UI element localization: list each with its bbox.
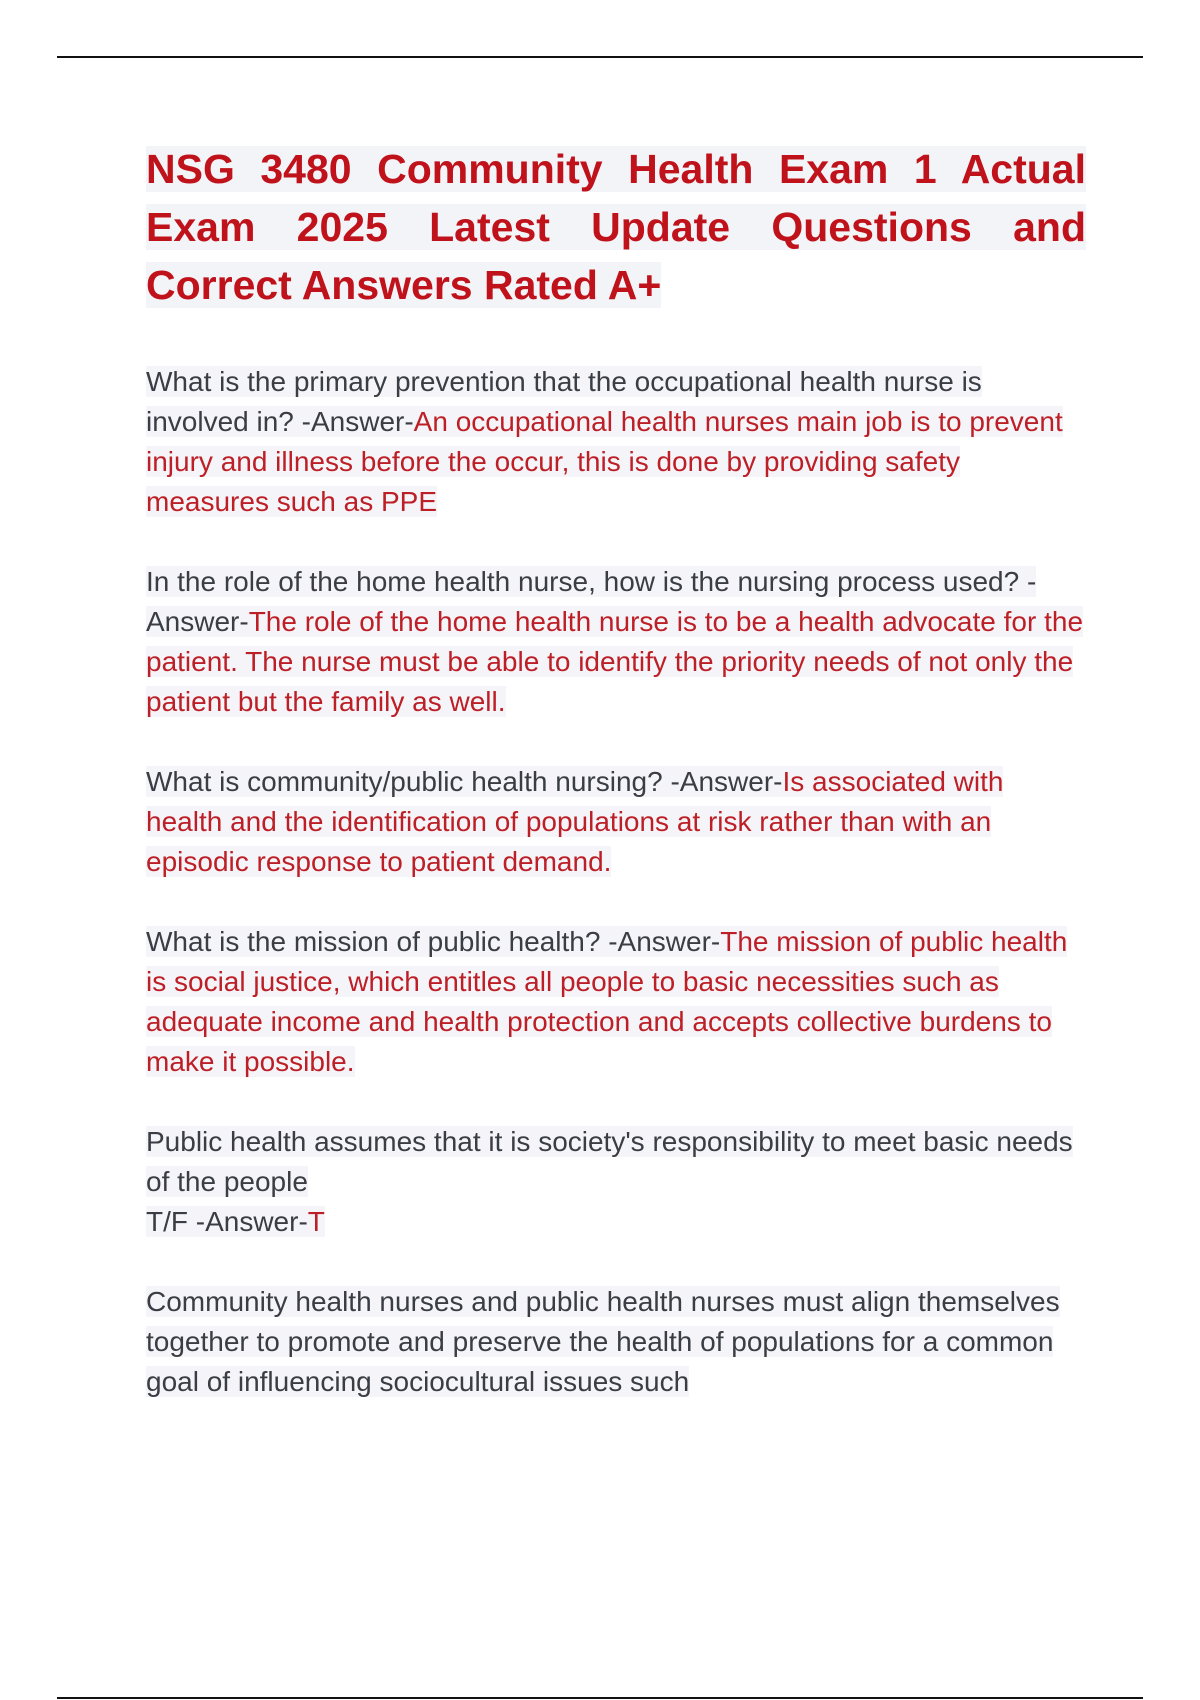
document-body <box>146 140 1086 1442</box>
answer-text: The mission of public health is social justice, which entitles all people to basic necessities such as adequate income and health protection and accepts collective burdens to make it possible. <box>146 926 1068 1077</box>
qa-item-5 <box>146 1122 1086 1242</box>
answer-marker: -Answer- <box>146 566 1037 637</box>
question-text: What is the primary prevention that the occupational health nurse is involved in? <box>146 366 982 437</box>
qa-item-6 <box>146 1282 1086 1402</box>
qa-item-4 <box>146 922 1086 1082</box>
question-text: What is community/public health nursing? <box>146 766 671 797</box>
answer-text: Is associated with health and the identification of populations at risk rather than with an episodic response to patient demand. <box>146 766 1004 877</box>
qa-item-1 <box>146 362 1086 522</box>
qa-item-2 <box>146 562 1086 722</box>
answer-marker: -Answer- <box>301 406 414 437</box>
answer-text: The role of the home health nurse is to be a health advocate for the patient. The nurse must be able to identify the priority needs of not only the patient but the family as well. <box>146 606 1084 717</box>
answer-text: An occupational health nurses main job is to prevent injury and illness before the occur, this is done by providing safety measures such as PPE <box>146 406 1063 517</box>
question-text: In the role of the home health nurse, how is the nursing process used? <box>146 566 1027 597</box>
answer-marker: -Answer- <box>670 766 783 797</box>
question-text: Community health nurses and public health nurses must align themselves together to promote and preserve the health of populations for a common goal of influencing sociocultural issues such <box>146 1286 1060 1397</box>
answer-text: T <box>307 1206 325 1237</box>
question-text: What is the mission of public health? <box>146 926 609 957</box>
document-title <box>146 140 1086 314</box>
document-title-text: NSG 3480 Community Health Exam 1 Actual Exam 2025 Latest Update Questions and Correct Answers Rated A+ <box>146 146 1086 308</box>
question-text: Public health assumes that it is society's responsibility to meet basic needs of the people <box>146 1126 1073 1197</box>
qa-item-3 <box>146 762 1086 882</box>
top-rule <box>57 56 1143 58</box>
question-text-line-2: T/F <box>146 1206 196 1237</box>
answer-marker: -Answer- <box>195 1206 308 1237</box>
bottom-rule <box>57 1697 1143 1699</box>
answer-marker: -Answer- <box>608 926 721 957</box>
